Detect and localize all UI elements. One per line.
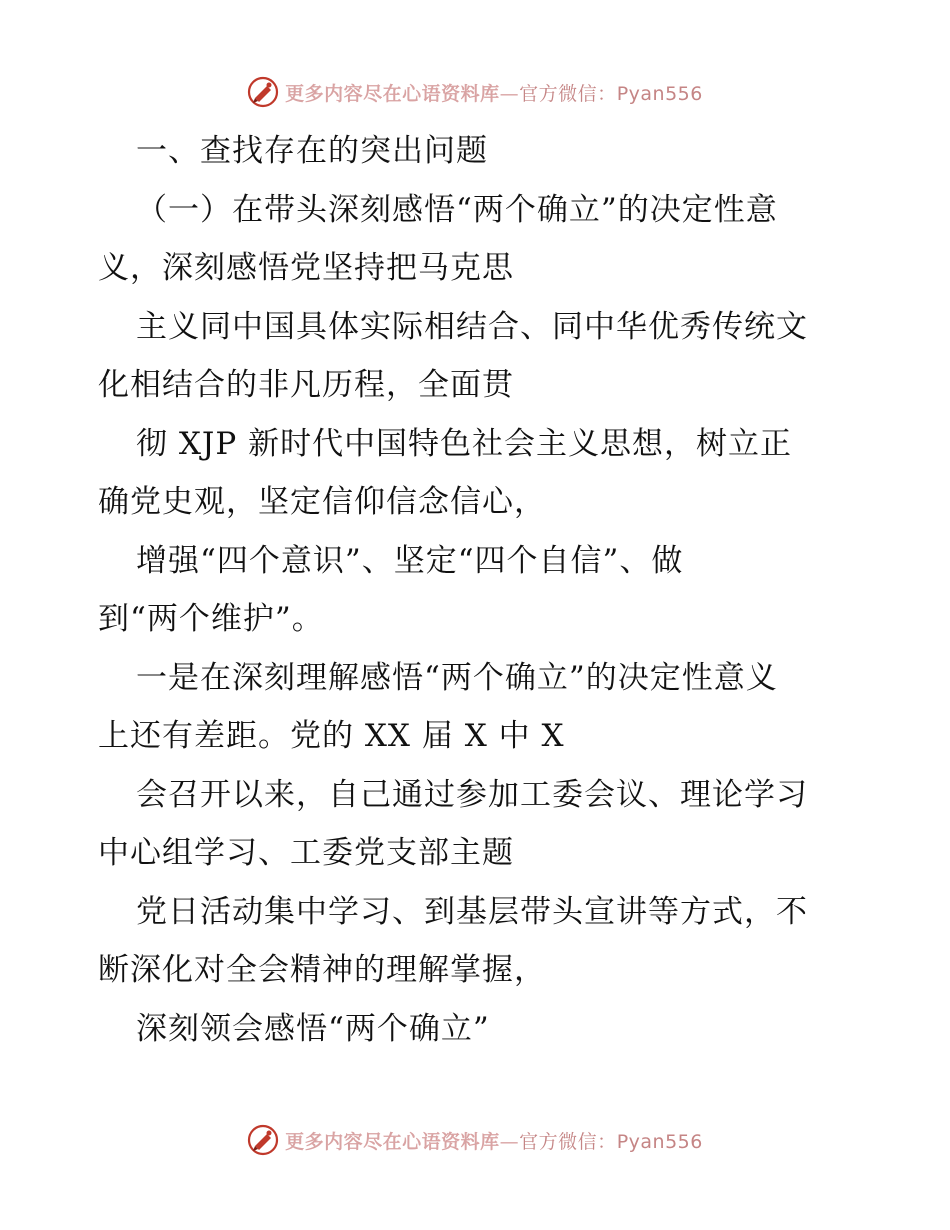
watermark-separator: — bbox=[499, 82, 520, 105]
body-line-3: 义，深刻感悟党坚持把马克思 bbox=[98, 250, 514, 286]
document-body bbox=[98, 122, 858, 1058]
body-line-10: 一是在深刻理解感悟“两个确立”的决定性意义 bbox=[136, 659, 778, 696]
watermark-text bbox=[285, 1127, 703, 1154]
header-watermark bbox=[0, 72, 950, 112]
body-line-12: 会召开以来，自己通过参加工委会议、理论学习 bbox=[136, 776, 808, 813]
body-line-14: 党日活动集中学习、到基层带头宣讲等方式，不 bbox=[136, 893, 808, 930]
body-line-5: 化相结合的非凡历程，全面贯 bbox=[98, 367, 514, 403]
body-line-13: 中心组学习、工委党支部主题 bbox=[98, 835, 514, 871]
body-line-1: 一、查找存在的突出问题 bbox=[136, 133, 488, 169]
body-line-6: 彻 XJP 新时代中国特色社会主义思想，树立正 bbox=[136, 425, 793, 462]
watermark-brand: 更多内容尽在心语资料库 bbox=[285, 1130, 500, 1153]
body-line-7: 确党史观，坚定信仰信念信心， bbox=[98, 484, 546, 520]
watermark-contact-label: 官方微信： bbox=[519, 82, 617, 105]
body-line-15: 断深化对全会精神的理解掌握， bbox=[98, 952, 546, 988]
watermark-contact-id: Pyan556 bbox=[616, 1130, 703, 1153]
body-line-16: 深刻领会感悟“两个确立” bbox=[136, 1010, 490, 1047]
footer-watermark bbox=[0, 1120, 950, 1160]
pen-logo-icon bbox=[247, 1124, 279, 1156]
body-line-11: 上还有差距。党的 XX 届 X 中 X bbox=[98, 718, 565, 754]
body-line-4: 主义同中国具体实际相结合、同中华优秀传统文 bbox=[136, 308, 808, 345]
body-line-8: 增强“四个意识”、坚定“四个自信”、做 bbox=[136, 542, 684, 579]
watermark-contact-id: Pyan556 bbox=[616, 82, 703, 105]
watermark-separator: — bbox=[499, 1130, 520, 1153]
watermark-brand: 更多内容尽在心语资料库 bbox=[285, 82, 500, 105]
body-line-9: 到“两个维护”。 bbox=[98, 601, 324, 637]
body-line-2: （一）在带头深刻感悟“两个确立”的决定性意 bbox=[136, 191, 778, 228]
watermark-contact-label: 官方微信： bbox=[519, 1130, 617, 1153]
pen-logo-icon bbox=[247, 76, 279, 108]
watermark-text bbox=[285, 79, 703, 106]
